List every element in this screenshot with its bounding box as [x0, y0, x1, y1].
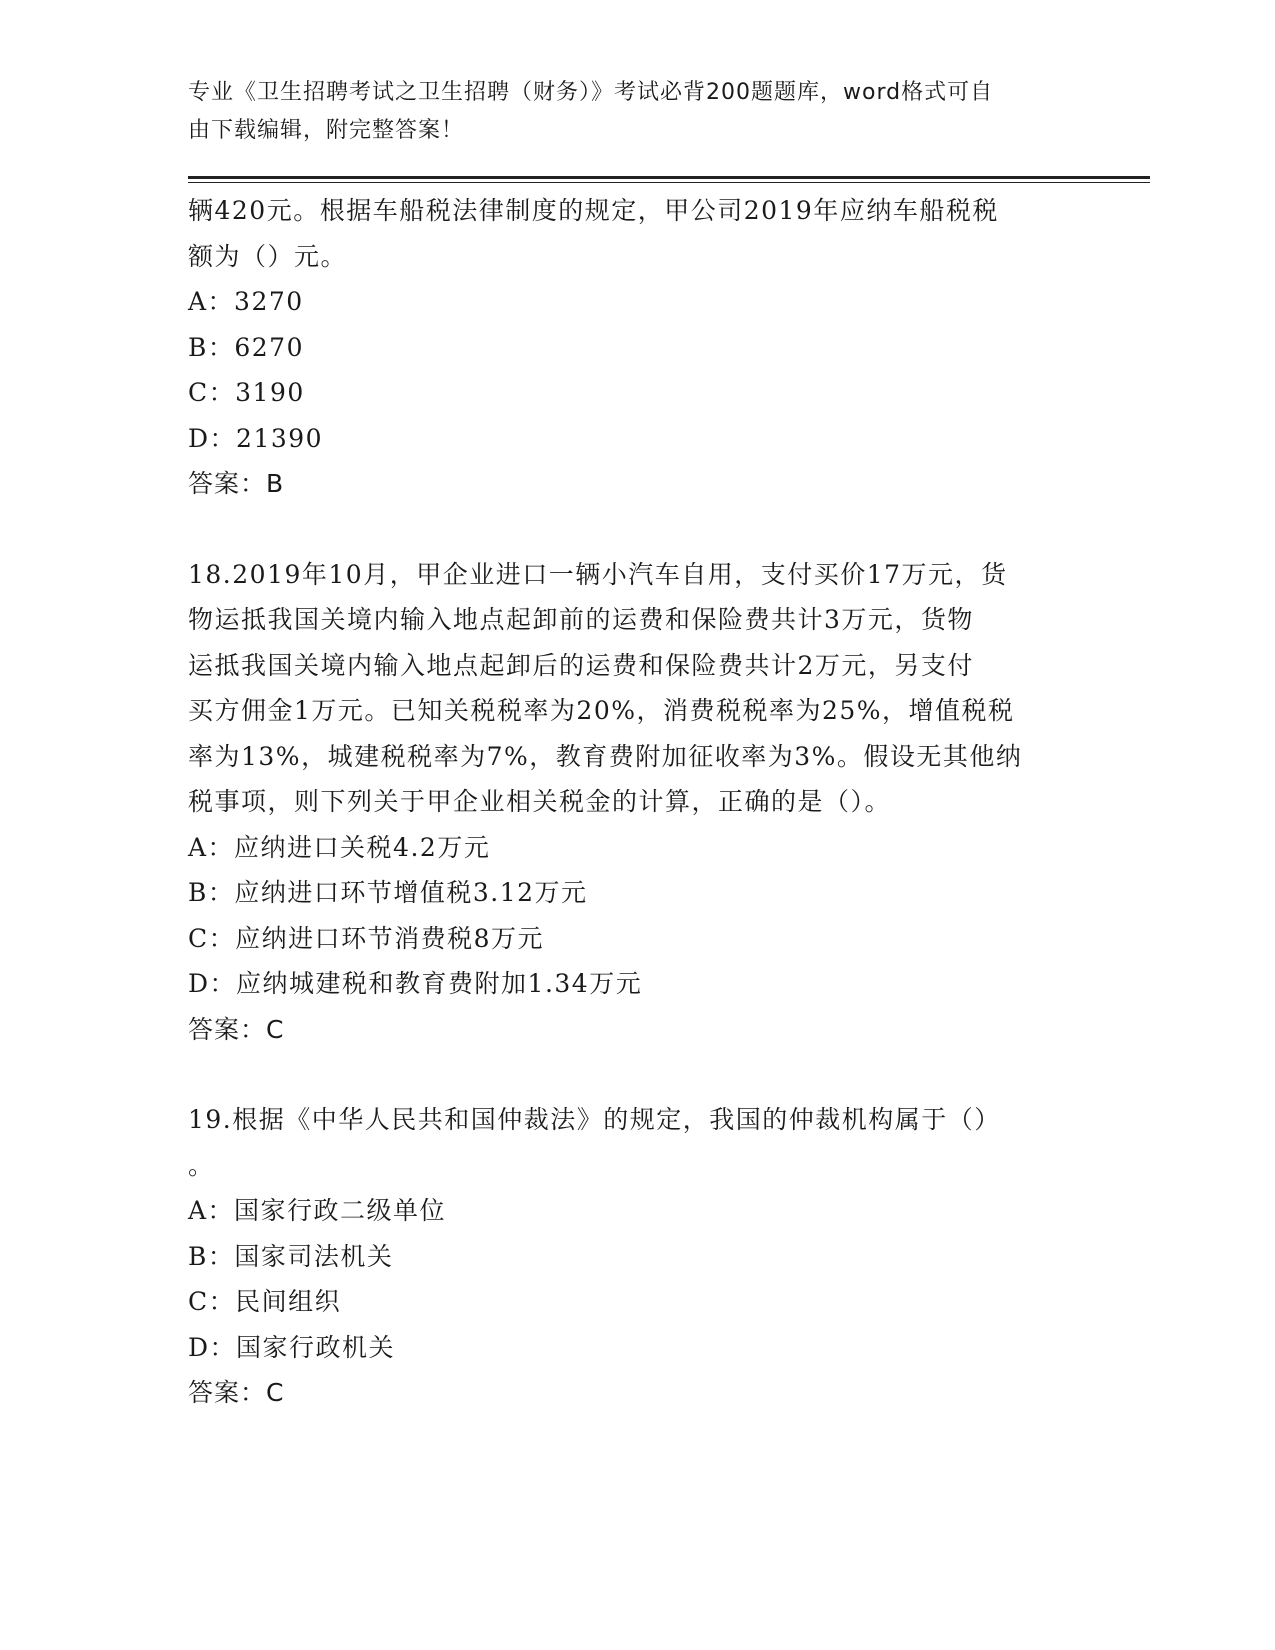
header-divider-thick [188, 176, 1150, 179]
option-d: D：应纳城建税和教育费附加1.34万元 [188, 969, 643, 998]
option-c: C：应纳进口环节消费税8万元 [188, 923, 545, 953]
option-a: A：应纳进口关税4.2万元 [188, 832, 491, 862]
option-b: B：国家司法机关 [188, 1241, 394, 1271]
question-stem-line: 辆420元。根据车船税法律制度的规定，甲公司2019年应纳车船税税 [188, 196, 999, 225]
question-spacer [188, 507, 1088, 552]
question-19 [188, 1097, 1088, 1416]
question-stem-line: 18.2019年10月，甲企业进口一辆小汽车自用，支付买价17万元，货 [188, 559, 1008, 589]
question-stem-line: 。 [188, 1150, 215, 1180]
question-18 [188, 552, 1088, 1053]
question-stem-line: 税事项，则下列关于甲企业相关税金的计算，正确的是（）。 [188, 787, 892, 816]
option-a: A：国家行政二级单位 [188, 1196, 447, 1225]
option-c: C：民间组织 [188, 1287, 342, 1316]
question-spacer [188, 1052, 1088, 1097]
question-stem-line: 率为13%，城建税税率为7%，教育费附加征收率为3%。假设无其他纳 [188, 741, 1023, 771]
option-d: D：国家行政机关 [188, 1332, 396, 1362]
document-header [188, 74, 1068, 150]
header-line-1: 专业《卫生招聘考试之卫生招聘（财务）》考试必背200题题库，word格式可自 [188, 80, 994, 105]
answer-line: 答案：B [188, 469, 285, 498]
question-list [188, 188, 1088, 1416]
question-stem-line: 运抵我国关境内输入地点起卸后的运费和保险费共计2万元，另支付 [188, 650, 974, 680]
answer-line: 答案：C [188, 1014, 285, 1044]
question-17 [188, 188, 1088, 507]
header-divider-thin [188, 182, 1150, 183]
question-stem-line: 买方佣金1万元。已知关税税率为20%，消费税税率为25%，增值税税 [188, 696, 1015, 725]
option-c: C：3190 [188, 378, 305, 407]
question-stem-line: 19.根据《中华人民共和国仲裁法》的规定，我国的仲裁机构属于（） [188, 1105, 1001, 1134]
answer-line: 答案：C [188, 1378, 285, 1407]
option-b: B：应纳进口环节增值税3.12万元 [188, 878, 588, 907]
option-a: A：3270 [188, 287, 304, 316]
option-d: D：21390 [188, 423, 324, 453]
question-stem-line: 额为（）元。 [188, 241, 348, 271]
question-stem-line: 物运抵我国关境内输入地点起卸前的运费和保险费共计3万元，货物 [188, 605, 974, 634]
header-line-2: 由下载编辑，附完整答案！ [188, 118, 465, 143]
option-b: B：6270 [188, 332, 304, 362]
